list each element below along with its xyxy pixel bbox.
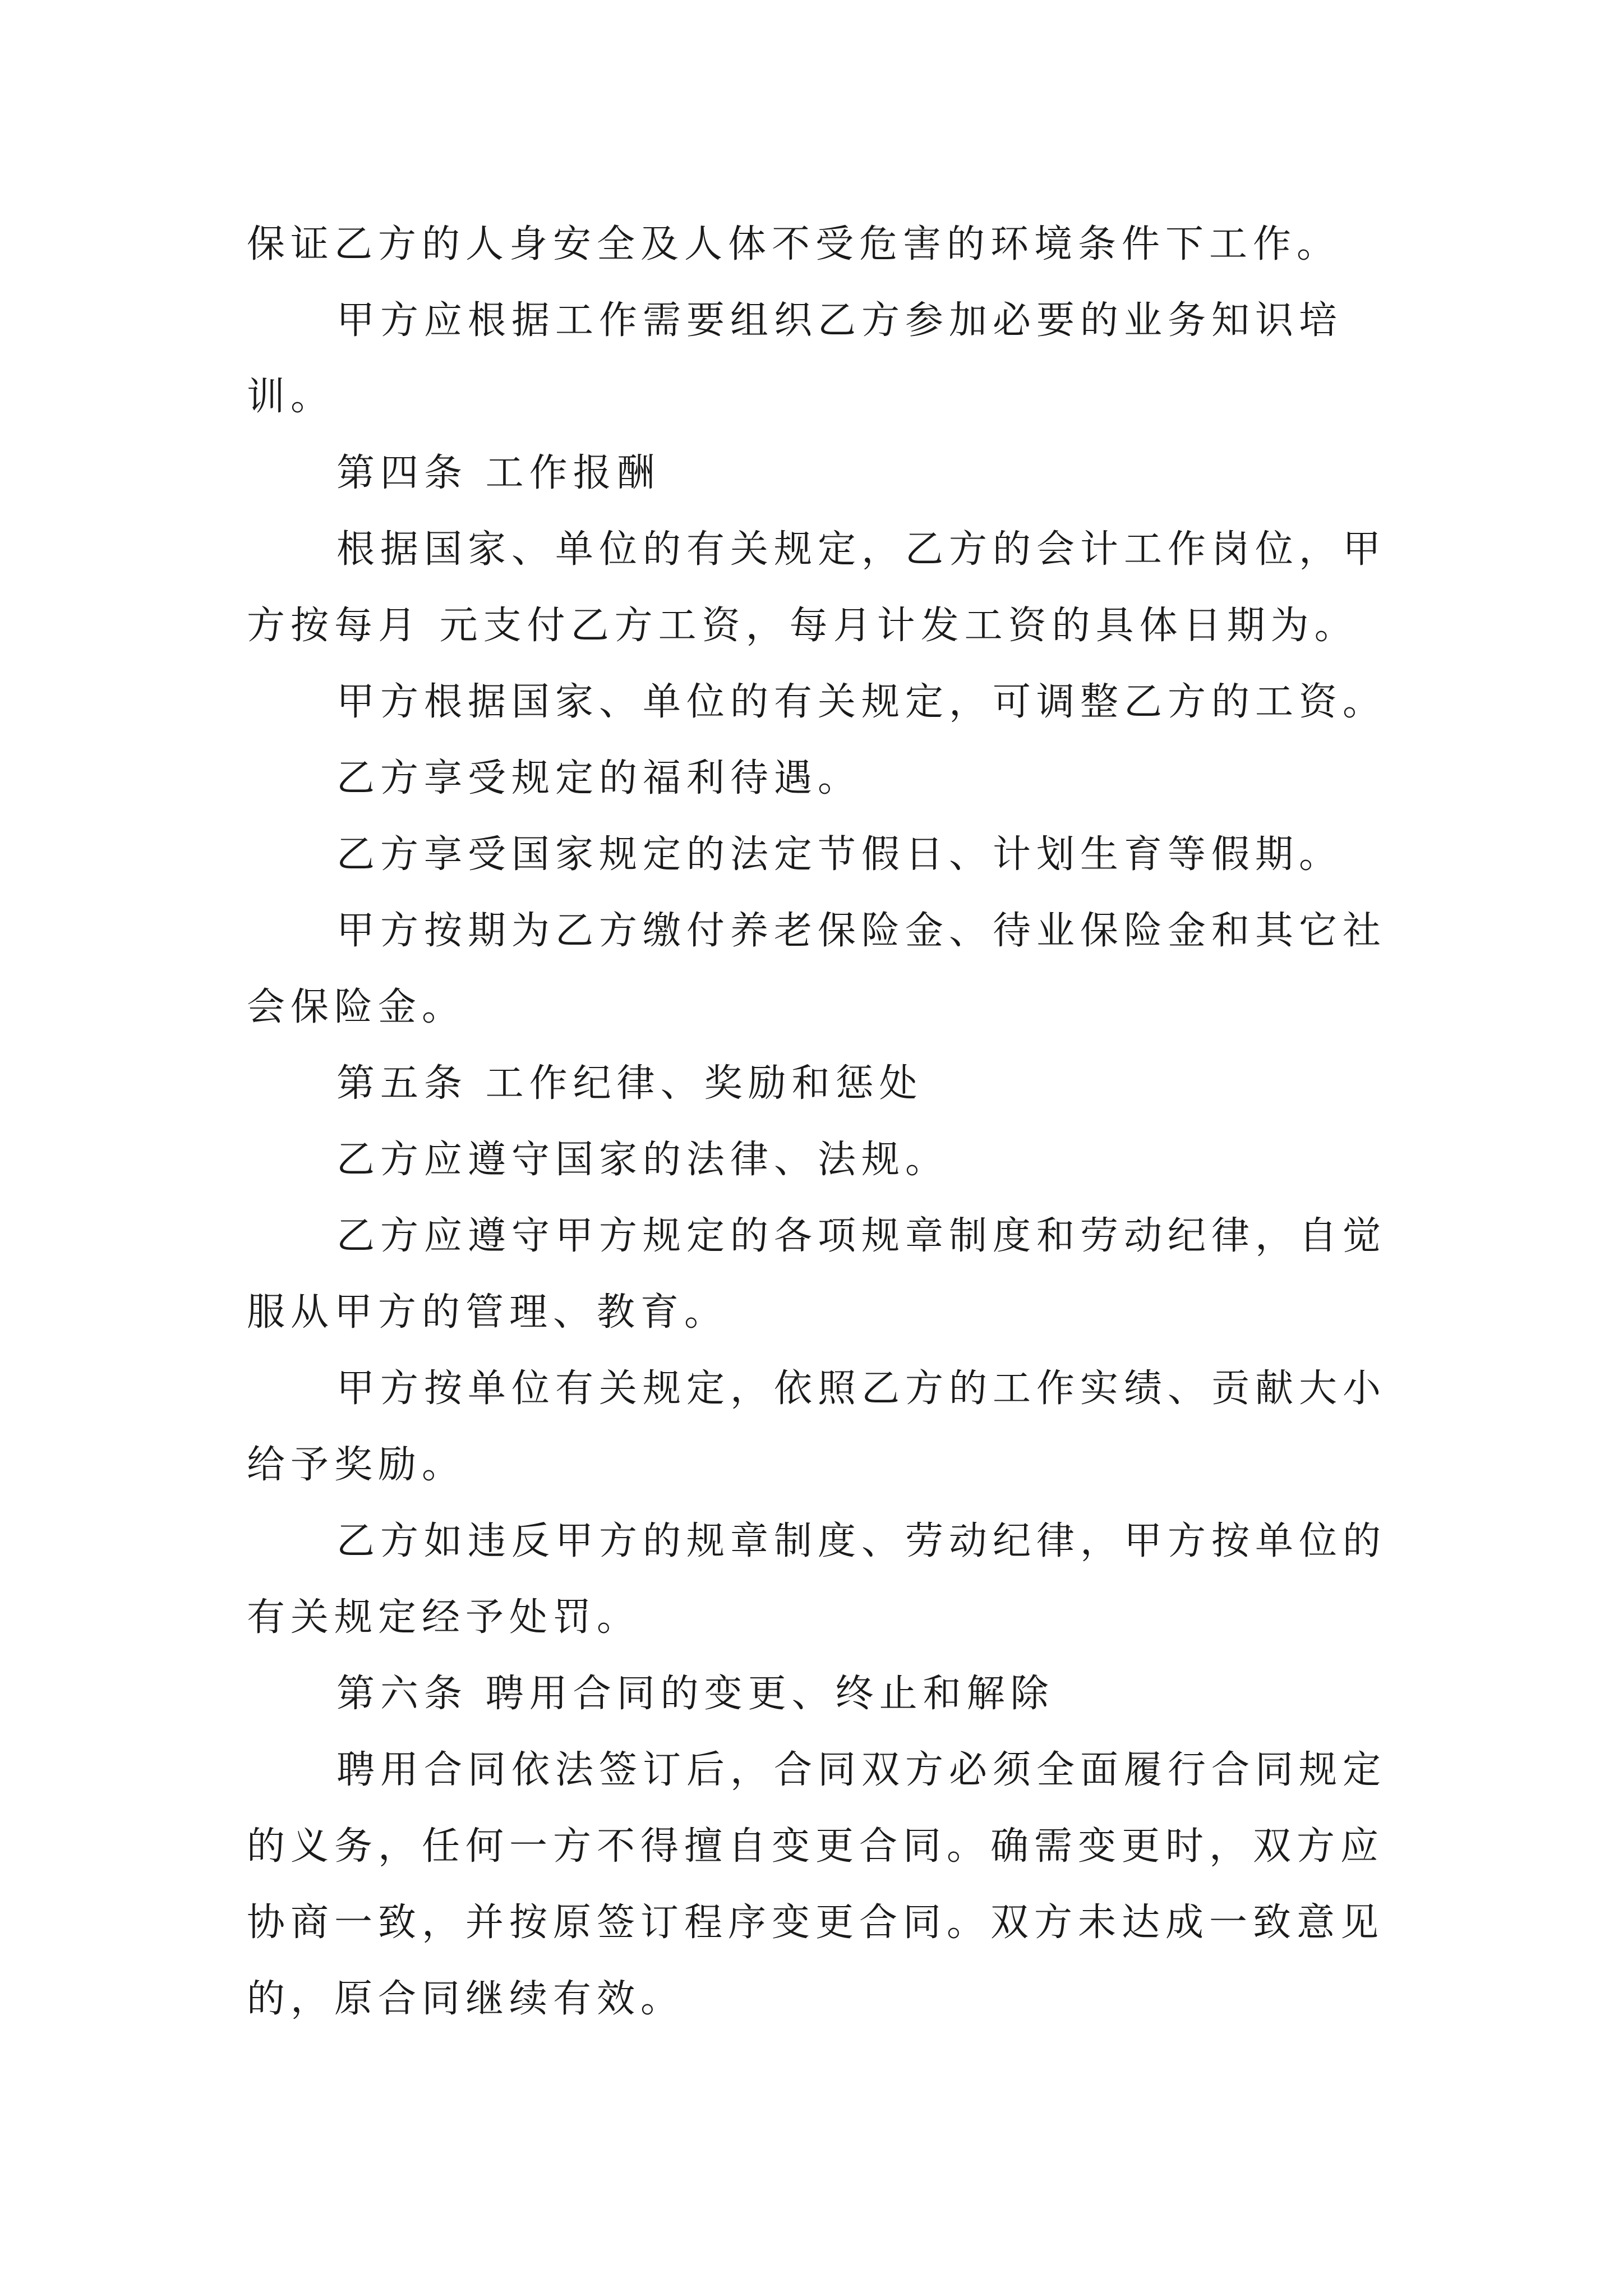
body-line: 乙方享受规定的福利待遇。 — [336, 756, 862, 800]
body-line: 训。 — [247, 375, 335, 419]
body-line: 乙方应遵守甲方规定的各项规章制度和劳动纪律，自觉 — [336, 1214, 1387, 1258]
body-line: 根据国家、单位的有关规定，乙方的会计工作岗位，甲 — [336, 527, 1387, 572]
section-heading: 第六条 聘用合同的变更、终止和解除 — [336, 1672, 1054, 1716]
section-heading: 第四条 工作报酬 — [336, 451, 661, 495]
body-line: 会保险金。 — [247, 985, 466, 1029]
body-line: 的义务，任何一方不得擅自变更合同。确需变更时，双方应 — [247, 1824, 1385, 1869]
body-line: 甲方应根据工作需要组织乙方参加必要的业务知识培 — [336, 298, 1343, 343]
document-body — [247, 206, 1391, 2037]
body-line: 乙方如违反甲方的规章制度、劳动纪律，甲方按单位的 — [336, 1519, 1387, 1563]
body-line: 乙方享受国家规定的法定节假日、计划生育等假期。 — [336, 832, 1343, 877]
body-line: 方按每月 元支付乙方工资，每月计发工资的具体日期为。 — [247, 604, 1358, 648]
body-line: 聘用合同依法签订后，合同双方必须全面履行合同规定 — [336, 1748, 1387, 1792]
body-line: 给予奖励。 — [247, 1443, 466, 1487]
body-line: 有关规定经予处罚。 — [247, 1595, 641, 1640]
body-line: 乙方应遵守国家的法律、法规。 — [336, 1138, 949, 1182]
body-line: 协商一致，并按原签订程序变更合同。双方未达成一致意见 — [247, 1901, 1385, 1945]
body-line: 服从甲方的管理、教育。 — [247, 1290, 728, 1335]
body-line: 甲方按单位有关规定，依照乙方的工作实绩、贡献大小 — [336, 1366, 1387, 1411]
body-line: 保证乙方的人身安全及人体不受危害的环境条件下工作。 — [247, 222, 1341, 266]
body-line: 甲方按期为乙方缴付养老保险金、待业保险金和其它社 — [336, 909, 1387, 953]
body-line: 甲方根据国家、单位的有关规定，可调整乙方的工资。 — [336, 680, 1387, 724]
section-heading: 第五条 工作纪律、奖励和惩处 — [336, 1061, 923, 1106]
body-line: 的，原合同继续有效。 — [247, 1977, 685, 2021]
